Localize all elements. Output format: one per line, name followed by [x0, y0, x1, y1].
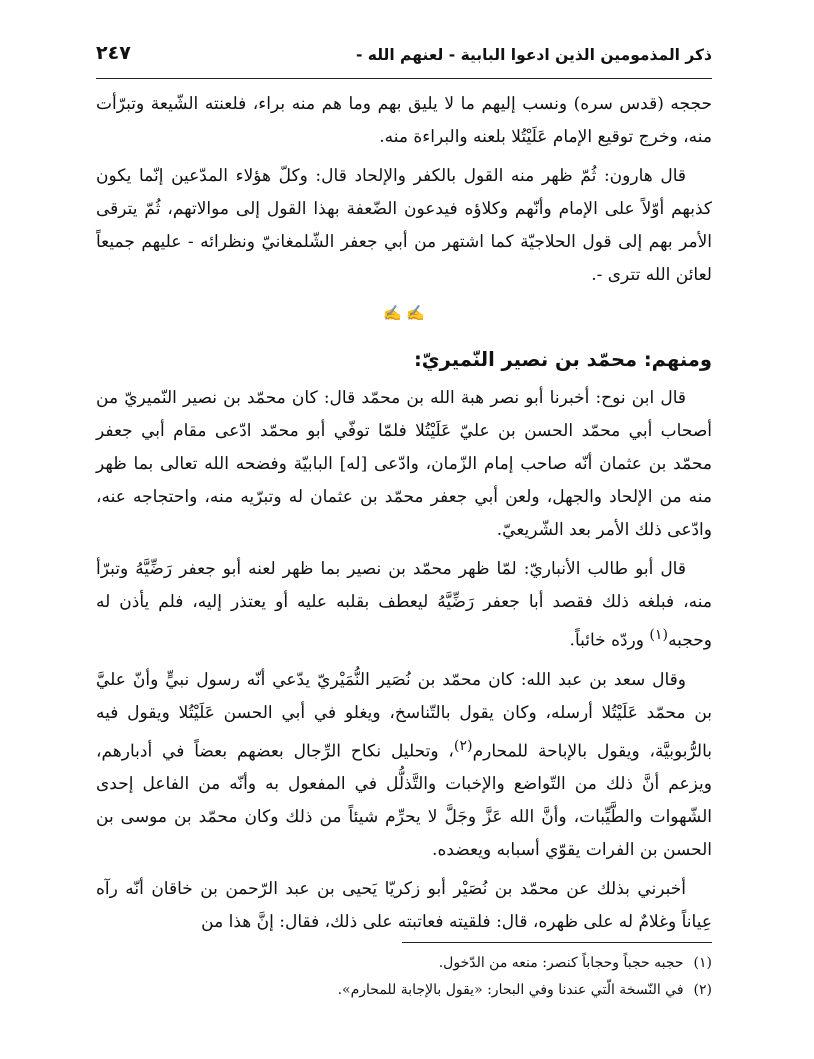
footnote-2-number: (٢)	[693, 982, 712, 998]
footnote-1	[96, 950, 712, 977]
paragraph-2: قال هارون: ثُمّ ظهر منه القول بالكفر والإلحاد قال: وكلّ هؤلاء المدّعين إنّما يكون كذبهم أوّلاً على الإمام وأنّهم وكلاؤه فيدعون الضّعفة بهذا القول إلى موالاتهم، ثُمّ يترقى الأمر بهم إلى قول الحلاجيّة كما اشتهر من أبي جعفر الشّلمغانيّ ونظرائه - عليهم جميعاً لعائن الله تترى -.	[96, 166, 712, 285]
running-title: ذكر المذمومين الذين ادعوا البابية - لعنهم الله -	[355, 46, 712, 64]
footnote-1-number: (١)	[693, 955, 712, 971]
paragraph-4-end: وردّه خائباً.	[569, 630, 650, 651]
paragraph-5	[96, 664, 712, 868]
footnote-1-text: حجبه حجباً وحجاباً كنصر: منعه من الدّخول.	[438, 955, 684, 971]
page-body	[96, 88, 712, 945]
footnote-ref-1[interactable]: (١)	[649, 627, 669, 643]
header-rule	[96, 78, 712, 79]
paragraph-4	[96, 553, 712, 658]
footnote-ref-2[interactable]: (٢)	[453, 737, 473, 754]
page-header	[96, 40, 712, 74]
footnote-2	[96, 977, 712, 1004]
paragraph-4-text: قال أبو طالب الأنباريّ: لمّا ظهر محمّد بن نصير بما ظهر لعنه أبو جعفر رَضِّيَّهُ وتبرّأ منه، فبلغه ذلك فقصد أبا جعفر رَضِّيَّهُ ليعطف بقلبه عليه أو يعتذر إليه، فلم يأذن له وحجبه	[96, 559, 712, 651]
paragraph-1: حججه (قدس سره) ونسب إليهم ما لا يليق بهم وما هم منه براء، فلعنته الشّيعة وتبرّأت منه، وخرج توقيع الإمام عَلَيْتُلا بلعنه والبراءة منه.	[96, 94, 712, 147]
page-number: ٢٤٧	[96, 42, 131, 64]
paragraph-3: قال ابن نوح: أخبرنا أبو نصر هبة الله بن محمّد قال: كان محمّد بن نصير النّميريّ من أصحاب أبي محمّد الحسن بن عليّ عَلَيْتُلا فلمّا توفّي أبو محمّد ادّعى مقام أبي جعفر محمّد بن عثمان أنّه صاحب إمام الزّمان، وادّعى [له] البابيّة وفضحه الله تعالى بما ظهر منه من الإلحاد والجهل، ولعن أبي جعفر محمّد بن عثمان له وتبرّيه منه، واحتجاجه عنه، وادّعى ذلك الأمر بعد الشّريعيّ.	[96, 388, 712, 540]
footnote-rule	[402, 942, 712, 943]
footnote-2-text: في النّسخة الّتي عندنا وفي البحار: «يقول بالإجابة للمحارم».	[337, 982, 684, 998]
section-heading: ومنهم: محمّد بن نصير النّميريّ:	[413, 348, 712, 371]
footnotes	[96, 950, 712, 1004]
paragraph-5-end: ، وتحليل نكاح الرِّجال بعضهم بعضاً في أدبارهم، ويزعم أنَّ ذلك من التّواضع والإخبات والتَّذلُّل في المفعول به وأنّه من الفاعل إحدى الشّهوات والطَّيِّبات، وأنَّ الله عَزَّ وجَلَّ لا يحرِّم شيئاً من ذلك وكان محمّد بن موسى بن الحسن بن الفرات يقوّي أسبابه ويعضده.	[96, 741, 712, 861]
section-divider-ornament: ✍ ✍	[382, 304, 426, 322]
paragraph-5-text: وقال سعد بن عبد الله: كان محمّد بن نُصَير النُّمَيْريّ يدّعي أنّه رسول نبيٍّ وأنّ عليَّ بن محمّد عَلَيْتُلا أرسله، وكان يقول بالتّناسخ، ويغلو في أبي الحسن عَلَيْتُلا ويقول فيه بالرُّبوبيَّة، ويقول بالإباحة للمحارم	[96, 669, 712, 762]
paragraph-6: أخبرني بذلك عن محمّد بن نُصَيْر أبو زكريّا يَحيى بن عبد الرّحمن بن خاقان أنّه رآه عِياناً وغلامٌ له على ظهره، قال: فلقيته فعاتبته على ذلك، فقال: إنَّ هذا من	[96, 879, 712, 933]
